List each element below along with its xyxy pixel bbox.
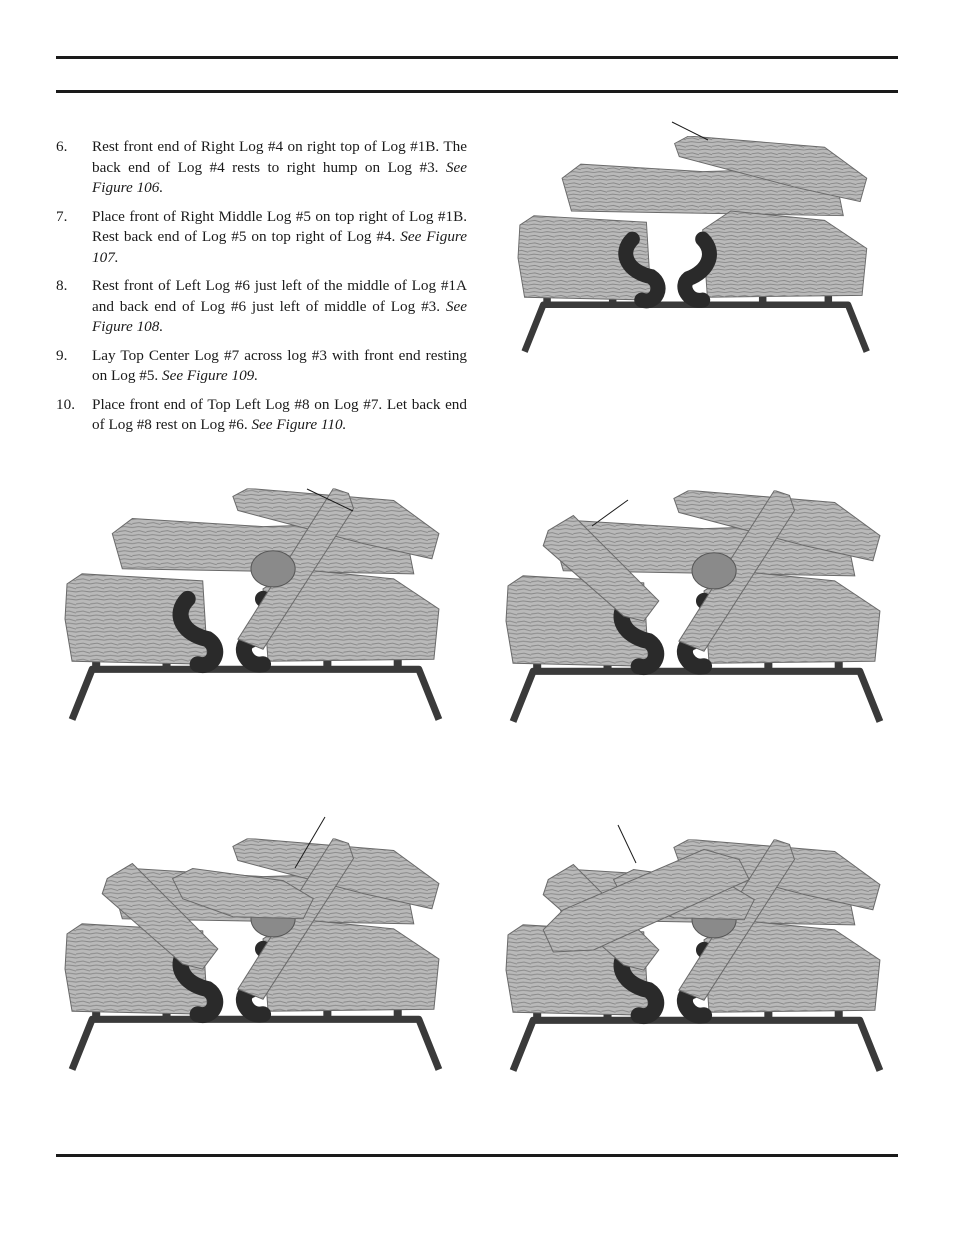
step-10 bbox=[56, 395, 467, 436]
step-number: 6. bbox=[56, 138, 68, 155]
header-rule-top bbox=[56, 56, 898, 59]
step-text: Rest front end of Right Log #4 on right top of Log #1B. The back end of Log #4 rests to right hump on Log #3. bbox=[92, 138, 467, 176]
figure-109-log-set bbox=[62, 825, 454, 1093]
figure-reference: See Figure 107. bbox=[92, 228, 467, 266]
step-text: Place front end of Top Left Log #8 on Log #7. Let back end of Log #8 rest on Log #6. bbox=[92, 395, 467, 433]
figure-108-log-set bbox=[503, 480, 895, 742]
step-number: 8. bbox=[56, 277, 68, 294]
leader-line bbox=[590, 498, 630, 528]
step-7 bbox=[56, 207, 467, 269]
figure-106-log-set bbox=[508, 136, 888, 361]
header-rule-bottom bbox=[56, 90, 898, 93]
figure-107-log-set bbox=[62, 475, 454, 743]
step-number: 9. bbox=[56, 346, 68, 364]
leader-line bbox=[305, 485, 355, 515]
footer-rule bbox=[56, 1154, 898, 1157]
figure-reference: See Figure 106. bbox=[92, 158, 467, 196]
leader-line bbox=[670, 120, 710, 142]
figure-reference: See Figure 109. bbox=[162, 367, 259, 384]
figure-reference: See Figure 110. bbox=[251, 416, 347, 433]
step-text: Rest front of Left Log #6 just left of the middle of Log #1A and back end of Log #6 just left of middle of Log #3. bbox=[92, 277, 467, 315]
step-text: Lay Top Center Log #7 across log #3 with front end resting on Log #5. bbox=[92, 346, 467, 384]
step-number: 7. bbox=[56, 207, 68, 225]
step-8 bbox=[56, 276, 467, 338]
step-text: Place front of Right Middle Log #5 on top right of Log #1B. Rest back end of Log #5 on top right of Log #4. bbox=[92, 207, 467, 245]
step-9 bbox=[56, 346, 467, 387]
instruction-list bbox=[56, 137, 467, 444]
figure-reference: See Figure 108. bbox=[92, 297, 467, 335]
leader-line bbox=[293, 815, 327, 870]
step-6 bbox=[56, 137, 467, 199]
step-number: 10. bbox=[56, 395, 75, 413]
figure-110-log-set bbox=[503, 825, 895, 1095]
leader-line bbox=[616, 823, 638, 865]
